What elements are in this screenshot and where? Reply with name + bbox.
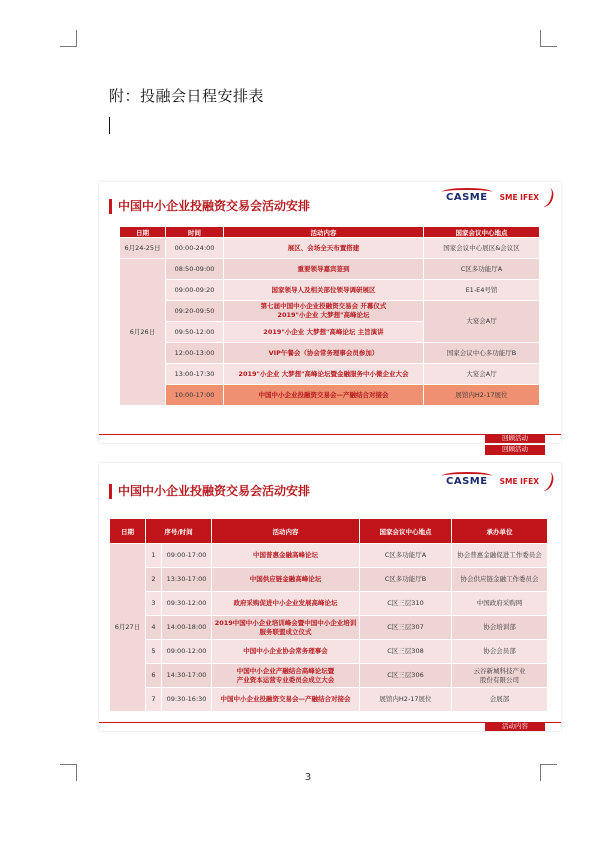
- time-cell: 10:00-17:00: [166, 385, 224, 406]
- time-cell: 09:00-12:00: [162, 640, 212, 664]
- sme-ifex-logo: SME IFEX: [500, 193, 553, 202]
- header-date: 日期: [120, 227, 166, 238]
- table-row: [120, 343, 540, 364]
- content-cell: 展区、会场全天布置搭建: [224, 238, 424, 259]
- time-cell: 00:00-24:00: [166, 238, 224, 259]
- content-cell: VIP午餐会（协会常务理事会员参加）: [224, 343, 424, 364]
- content-cell: 中国普惠金融高峰论坛: [212, 544, 360, 568]
- content-cell: 2019"小企业 大梦想"高峰论坛暨金融服务中小微企业大会: [224, 364, 424, 385]
- content-cell: 2019"小企业 大梦想"高峰论坛 主旨演讲: [224, 322, 424, 343]
- schedule-table: [119, 226, 540, 406]
- time-cell: 09:50-12:00: [166, 322, 224, 343]
- header-organizer: 承办单位: [452, 519, 548, 544]
- venue-cell: C区三层307: [360, 616, 452, 640]
- table-row: [120, 364, 540, 385]
- schedule-slide-2[interactable]: [99, 463, 561, 731]
- time-cell: 14:00-18:00: [162, 616, 212, 640]
- slide-footer: [99, 722, 561, 731]
- casme-logo-text: CASME: [442, 476, 492, 487]
- time-cell: 14:30-17:00: [162, 664, 212, 688]
- table-row: [110, 568, 548, 592]
- slide-footer: [99, 434, 561, 453]
- table-row: [110, 616, 548, 640]
- casme-logo: [442, 476, 553, 487]
- time-cell: 09:00-09:20: [166, 280, 224, 301]
- footer-tab: 活动内容: [485, 722, 545, 731]
- venue-cell: 国家会议中心多功能厅B: [424, 343, 540, 364]
- number-cell: 6: [146, 664, 162, 688]
- organizer-cell: 协会供应链金融工作委员会: [452, 568, 548, 592]
- crop-mark-top-left: [60, 30, 77, 47]
- date-cell: 6月24-25日: [120, 238, 166, 259]
- organizer-cell: 中国政府采购网: [452, 592, 548, 616]
- time-cell: 13:30-17:00: [162, 568, 212, 592]
- casme-logo: [442, 192, 553, 203]
- slide-title: 中国中小企业投融资交易会活动安排: [109, 484, 310, 499]
- table-row: [110, 664, 548, 688]
- time-cell: 09:00-17:00: [162, 544, 212, 568]
- organizer-cell: 云谷新城科技产业 股份有限公司: [452, 664, 548, 688]
- header-date: 日期: [110, 519, 146, 544]
- footer-tab: 回顾活动: [485, 434, 545, 443]
- time-cell: 13:00-17:30: [166, 364, 224, 385]
- number-cell: 4: [146, 616, 162, 640]
- content-cell: 中国供应链金融高峰论坛: [212, 568, 360, 592]
- venue-cell: 展馆内H2-17展位: [424, 385, 540, 406]
- header-content: 活动内容: [224, 227, 424, 238]
- venue-cell: 大宴会A厅: [424, 364, 540, 385]
- date-cell: 6月26日: [120, 259, 166, 406]
- number-cell: 3: [146, 592, 162, 616]
- number-cell: 1: [146, 544, 162, 568]
- header-no-time: 序号/时间: [146, 519, 212, 544]
- header-content: 活动内容: [212, 519, 360, 544]
- content-cell: 2019中国中小企业培训峰会暨中国中小企业培训 服务联盟成立仪式: [212, 616, 360, 640]
- table-row: [120, 301, 540, 322]
- schedule-table: [109, 518, 548, 712]
- venue-cell: 展馆内H2-17展位: [360, 688, 452, 712]
- content-cell: 国家领导人及相关部位领导调研展区: [224, 280, 424, 301]
- document-title: 附：投融会日程安排表: [109, 87, 265, 105]
- content-cell: 中国中小企业协会常务理事会: [212, 640, 360, 664]
- organizer-cell: 协会培训部: [452, 616, 548, 640]
- number-cell: 2: [146, 568, 162, 592]
- casme-logo-text: CASME: [442, 192, 492, 203]
- number-cell: 7: [146, 688, 162, 712]
- time-cell: 09:30-12:00: [162, 592, 212, 616]
- venue-cell: 大宴会A厅: [424, 301, 540, 343]
- organizer-cell: 协会会员部: [452, 640, 548, 664]
- table-row: [110, 544, 548, 568]
- number-cell: 5: [146, 640, 162, 664]
- venue-cell: C区三层306: [360, 664, 452, 688]
- venue-cell: C区多功能厅B: [360, 568, 452, 592]
- table-row: [110, 688, 548, 712]
- content-cell: 第七届中国中小企业投融资交易会 开幕仪式 2019"小企业 大梦想"高峰论坛: [224, 301, 424, 322]
- content-cell: 中国中小企业投融资交易会—产融结合对接会: [212, 688, 360, 712]
- table-row: [120, 238, 540, 259]
- schedule-slide-1[interactable]: [99, 182, 561, 453]
- organizer-cell: 协会普惠金融促进工作委员会: [452, 544, 548, 568]
- page-number: 3: [304, 772, 312, 783]
- venue-cell: C区三层308: [360, 640, 452, 664]
- time-cell: 12:00-13:00: [166, 343, 224, 364]
- table-row: [120, 280, 540, 301]
- table-row: [110, 592, 548, 616]
- crop-mark-top-right: [540, 30, 557, 47]
- venue-cell: 国家会议中心展区&会议区: [424, 238, 540, 259]
- table-row: [120, 385, 540, 406]
- footer-tab-2: 回顾活动: [485, 445, 545, 455]
- venue-cell: E1-E4号馆: [424, 280, 540, 301]
- time-cell: 08:50-09:00: [166, 259, 224, 280]
- organizer-cell: 会展部: [452, 688, 548, 712]
- text-cursor: [109, 117, 110, 134]
- sme-ifex-logo: SME IFEX: [500, 477, 553, 486]
- venue-cell: C区多功能厅A: [424, 259, 540, 280]
- slide-title: 中国中小企业投融资交易会活动安排: [109, 199, 310, 214]
- content-cell: 重要领导嘉宾签到: [224, 259, 424, 280]
- header-time: 时间: [166, 227, 224, 238]
- header-venue: 国家会议中心地点: [360, 519, 452, 544]
- content-cell: 中国中小企业产融结合高峰论坛暨 产业资本运营专业委员会成立大会: [212, 664, 360, 688]
- time-cell: 09:20-09:50: [166, 301, 224, 322]
- time-cell: 09:30-16:30: [162, 688, 212, 712]
- date-cell: 6月27日: [110, 544, 146, 712]
- table-row: [110, 640, 548, 664]
- content-cell: 政府采购促进中小企业发展高峰论坛: [212, 592, 360, 616]
- table-row: [120, 259, 540, 280]
- venue-cell: C区多功能厅A: [360, 544, 452, 568]
- venue-cell: C区三层310: [360, 592, 452, 616]
- header-venue: 国家会议中心地点: [424, 227, 540, 238]
- content-cell: 中国中小企业投融资交易会—产融结合对接会: [224, 385, 424, 406]
